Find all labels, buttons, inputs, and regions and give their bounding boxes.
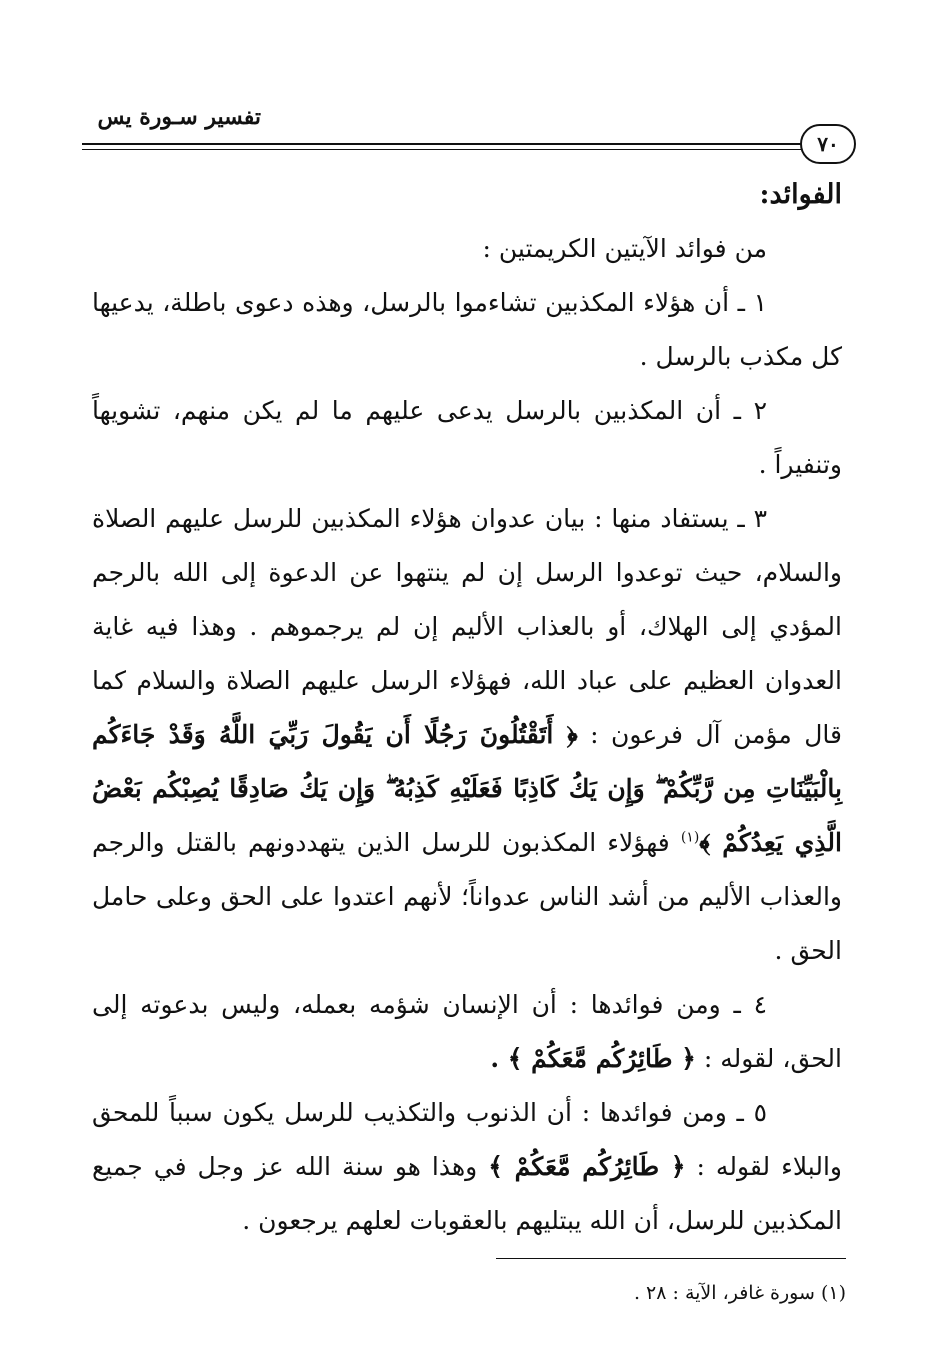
quran-verse-taairukum-2: ﴿ طَائِرُكُم مَّعَكُمْ ﴾ bbox=[488, 1152, 686, 1181]
page-number-badge: ٧٠ bbox=[800, 124, 856, 164]
benefit-3-text: ٣ ـ يستفاد منها : بيان عدوان هؤلاء المكذبين للرسل عليهم الصلاة والسلام، حيث توعدوا الرسل إن لم ينتهوا عن الدعوة إلى الله بالرجم المؤدي إلى الهلاك، أو بالعذاب الأليم إن لم يرجموهم . وهذا فيه غاية العدوان العظيم على عباد الله، فهؤلاء الرسل عليهم الصلاة والسلام كما قال مؤمن آل فرعون : bbox=[92, 504, 843, 749]
footnote-1: (١) سورة غافر، الآية : ٢٨ . bbox=[633, 1282, 846, 1304]
benefit-4-paragraph bbox=[92, 978, 842, 1086]
benefit-3-continuation: فهؤلاء المكذبون للرسل الذين يتهددونهم بالقتل والرجم والعذاب الأليم من أشد الناس عدواناً؛ لأنهم اعتدوا على الحق وعلى حامل الحق . bbox=[92, 828, 842, 965]
benefit-5-paragraph bbox=[92, 1086, 842, 1248]
quran-verse-taairukum: ﴿ طَائِرُكُم مَّعَكُمْ ﴾ . bbox=[490, 1044, 696, 1073]
quran-verse-ghafir: ﴿ أَتَقْتُلُونَ رَجُلًا أَن يَقُولَ رَبِّيَ اللَّهُ وَقَدْ جَاءَكُم بِالْبَيِّنَاتِ مِن رَّبِّكُمْ ۖ وَإِن يَكُ كَاذِبًا فَعَلَيْهِ كَذِبُهُ ۖ وَإِن يَكُ صَادِقًا يُصِبْكُم بَعْضُ الَّذِي يَعِدُكُمْ ﴾ bbox=[92, 720, 842, 857]
benefit-5-continuation: وهذا هو سنة الله عز وجل في جميع المكذبين للرسل، أن الله يبتليهم بالعقوبات لعلهم يرجعون . bbox=[92, 1152, 842, 1235]
benefit-3-paragraph bbox=[92, 492, 842, 978]
main-text bbox=[92, 168, 842, 1248]
benefit-4-text: ٤ ـ ومن فوائدها : أن الإنسان شؤمه بعمله، وليس بدعوته إلى الحق، لقوله : bbox=[92, 990, 842, 1073]
benefit-5-text: ٥ ـ ومن فوائدها : أن الذنوب والتكذيب للرسل يكون سبباً للمحق والبلاء لقوله : bbox=[92, 1098, 842, 1181]
benefit-1-paragraph: ١ ـ أن هؤلاء المكذبين تشاءموا بالرسل، وهذه دعوى باطلة، يدعيها كل مكذب بالرسل . bbox=[92, 288, 842, 371]
section-title: الفوائد: bbox=[759, 179, 842, 210]
footnote-marker: (١) bbox=[680, 829, 700, 846]
running-title: تفسير سـورة يس bbox=[97, 104, 261, 130]
footnote-divider bbox=[496, 1258, 846, 1259]
intro-paragraph: من فوائد الآيتين الكريمتين : bbox=[482, 234, 767, 263]
benefit-2-paragraph: ٢ ـ أن المكذبين بالرسل يدعى عليهم ما لم يكن منهم، تشويهاً وتنفيراً . bbox=[92, 396, 842, 479]
header-rule bbox=[82, 143, 802, 150]
